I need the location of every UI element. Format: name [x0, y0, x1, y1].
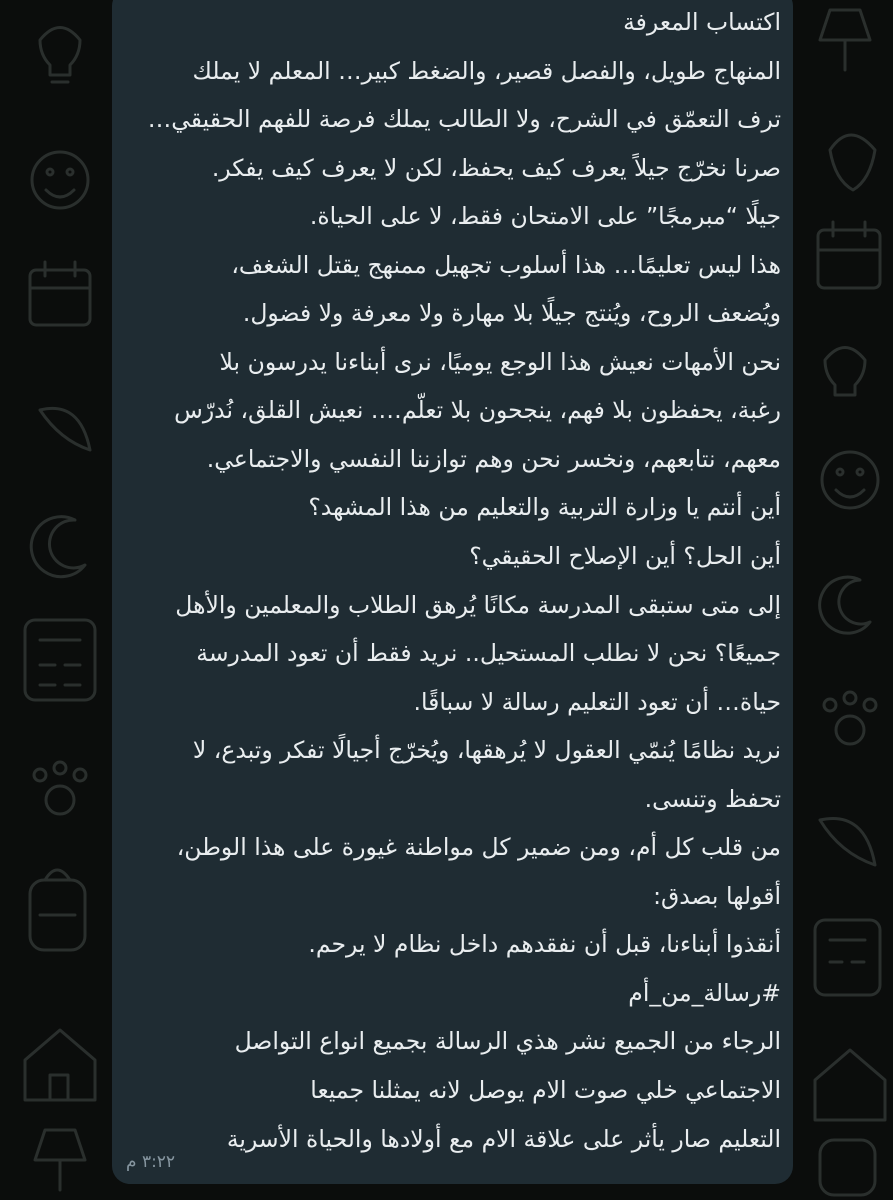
message-line: أين الحل؟ أين الإصلاح الحقيقي؟ [469, 542, 781, 571]
message-line: نريد نظامًا يُنمّي العقول لا يُرهقها، ويُخرّج أجيالًا تفكر وتبدع، لا [192, 736, 781, 765]
message-line: أين أنتم يا وزارة التربية والتعليم من هذا المشهد؟ [308, 493, 781, 522]
chili-icon [820, 818, 875, 865]
message-timestamp: ٣:٢٢ م [126, 1152, 176, 1172]
lamp-icon [820, 10, 875, 190]
lamp-icon [35, 1130, 85, 1190]
message-line: رغبة، يحفظون بلا فهم، ينجحون بلا تعلّم…. نعيش القلق، نُدرّس [174, 396, 781, 425]
message-line: معهم، نتابعهم، ونخسر نحن وهم توازننا النفسي والاجتماعي. [206, 444, 781, 473]
calculator-icon [25, 620, 95, 700]
backpack-icon [820, 1140, 875, 1195]
message-line: إلى متى ستبقى المدرسة مكانًا يُرهق الطلاب والمعلمين والأهل [175, 590, 781, 619]
bulb-icon [40, 28, 80, 83]
calculator-icon [815, 920, 880, 995]
message-line: صرنا نخرّج جيلاً يعرف كيف يحفظ، لكن لا يعرف كيف يفكر. [211, 153, 781, 182]
house-icon [815, 1050, 885, 1120]
message-line: الرجاء من الجميع نشر هذي الرسالة بجميع انواع التواصل [234, 1027, 781, 1056]
message-line: نحن الأمهات نعيش هذا الوجع يوميًا، نرى أبناءنا يدرسون بلا [219, 347, 781, 376]
message-line: الاجتماعي خلي صوت الام يوصل لانه يمثلنا جميعا [310, 1076, 781, 1105]
paw-icon [34, 762, 86, 814]
message-line: جيلًا “مبرمجًا” على الامتحان فقط، لا على الحياة. [309, 202, 781, 231]
bulb-icon [825, 348, 865, 396]
house-icon [25, 1030, 95, 1100]
moon-icon [31, 517, 85, 577]
smiley-icon [822, 452, 878, 508]
calendar-icon [818, 222, 880, 288]
backpack-icon [30, 870, 85, 950]
message-text [124, 0, 781, 1163]
paw-icon [824, 692, 876, 744]
moon-icon [820, 577, 870, 633]
message-line: ويُضعف الروح، ويُنتج جيلًا بلا مهارة ولا معرفة ولا فضول. [242, 299, 781, 328]
message-line: اكتساب المعرفة [623, 8, 781, 36]
message-line: حياة… أن تعود التعليم رسالة لا سباقًا. [413, 687, 781, 716]
message-line: أنقذوا أبناءنا، قبل أن نفقدهم داخل نظام لا يرحم. [308, 930, 781, 959]
chili-icon [40, 408, 90, 450]
message-bubble[interactable] [112, 0, 793, 1184]
message-line: ترف التعمّق في الشرح، ولا الطالب يملك فرصة للفهم الحقيقي… [147, 105, 781, 134]
message-line: من قلب كل أم، ومن ضمير كل مواطنة غيورة على هذا الوطن، [176, 833, 781, 862]
message-line: هذا ليس تعليمًا… هذا أسلوب تجهيل ممنهج يقتل الشغف، [231, 250, 781, 279]
message-line: أقولها بصدق: [653, 881, 781, 910]
hashtag-link[interactable]: #رسالة_من_أم [628, 978, 781, 1007]
calendar-icon [30, 262, 90, 325]
message-line: المنهاج طويل، والفصل قصير، والضغط كبير… المعلم لا يملك [192, 56, 781, 85]
message-line: جميعًا؟ نحن لا نطلب المستحيل.. نريد فقط أن تعود المدرسة [196, 639, 781, 668]
message-line: التعليم صار يأثر على علاقة الام مع أولادها والحياة الأسرية [226, 1124, 781, 1153]
smiley-icon [32, 152, 88, 208]
message-line: تحفظ وتنسى. [644, 784, 781, 813]
